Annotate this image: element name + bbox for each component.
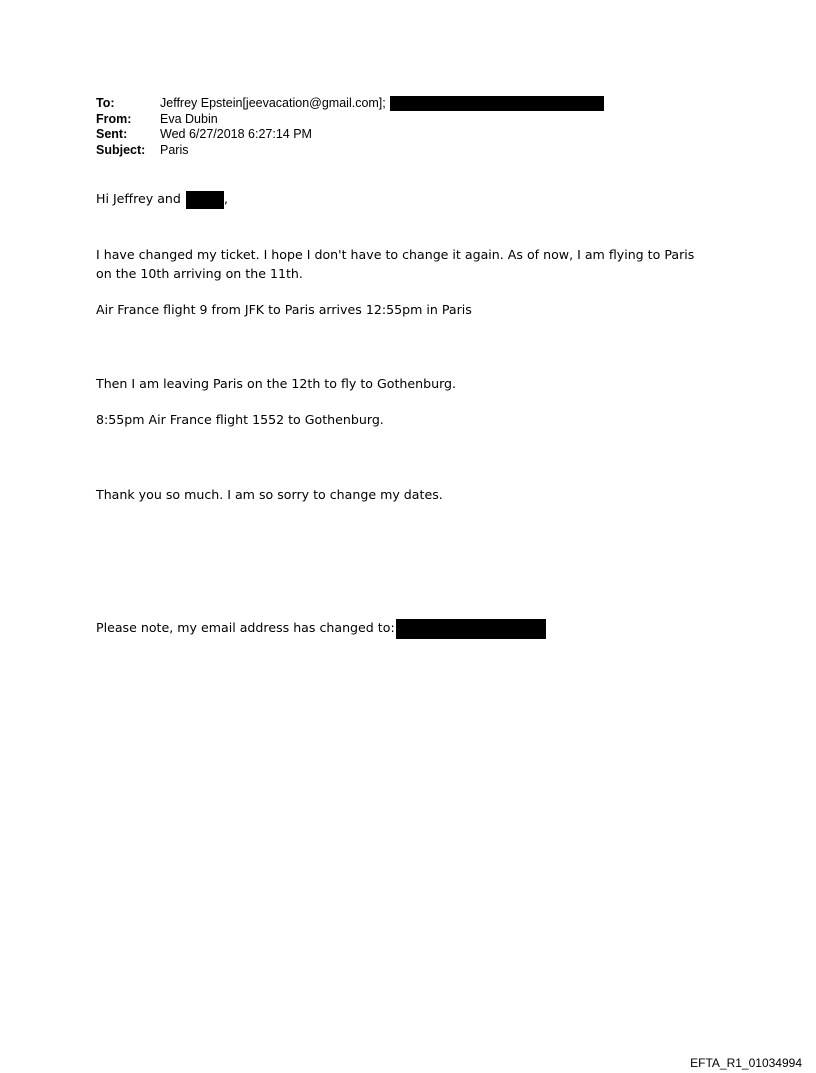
redaction-box [186,191,224,209]
paragraph-flight-to-gothenburg: 8:55pm Air France flight 1552 to Gothenburg. [96,412,384,427]
greeting-text: Hi Jeffrey and [96,191,181,206]
sent-value: Wed 6/27/2018 6:27:14 PM [160,127,312,141]
document-id: EFTA_R1_01034994 [690,1056,802,1070]
from-row [96,112,604,128]
subject-label: Subject: [96,142,146,157]
paragraph-ticket-change [96,245,694,283]
paragraph-flight-to-paris: Air France flight 9 from JFK to Paris arrives 12:55pm in Paris [96,302,472,317]
sent-label: Sent: [96,127,128,141]
email-change-text: Please note, my email address has changed to: [96,620,395,635]
redaction-box [390,96,604,111]
subject-row [96,143,604,159]
redaction-box [396,619,546,639]
paragraph-line: I have changed my ticket. I hope I don't have to change it again. As of now, I am flying to Paris [96,247,695,262]
greeting-punctuation: , [223,191,228,206]
to-value: Jeffrey Epstein[jeevacation@gmail.com]; [160,96,386,110]
sent-row [96,127,604,143]
greeting [96,189,228,209]
to-row [96,96,604,112]
paragraph-leaving-paris: Then I am leaving Paris on the 12th to fly to Gothenburg. [96,376,457,391]
to-label: To: [96,96,115,110]
paragraph-line: on the 10th arriving on the 11th. [96,266,303,281]
email-header [96,96,604,158]
subject-value: Paris [160,142,189,157]
paragraph-thank-you: Thank you so much. I am so sorry to change my dates. [96,487,443,502]
from-value: Eva Dubin [160,111,218,126]
paragraph-email-change [96,618,546,639]
from-label: From: [96,111,132,126]
